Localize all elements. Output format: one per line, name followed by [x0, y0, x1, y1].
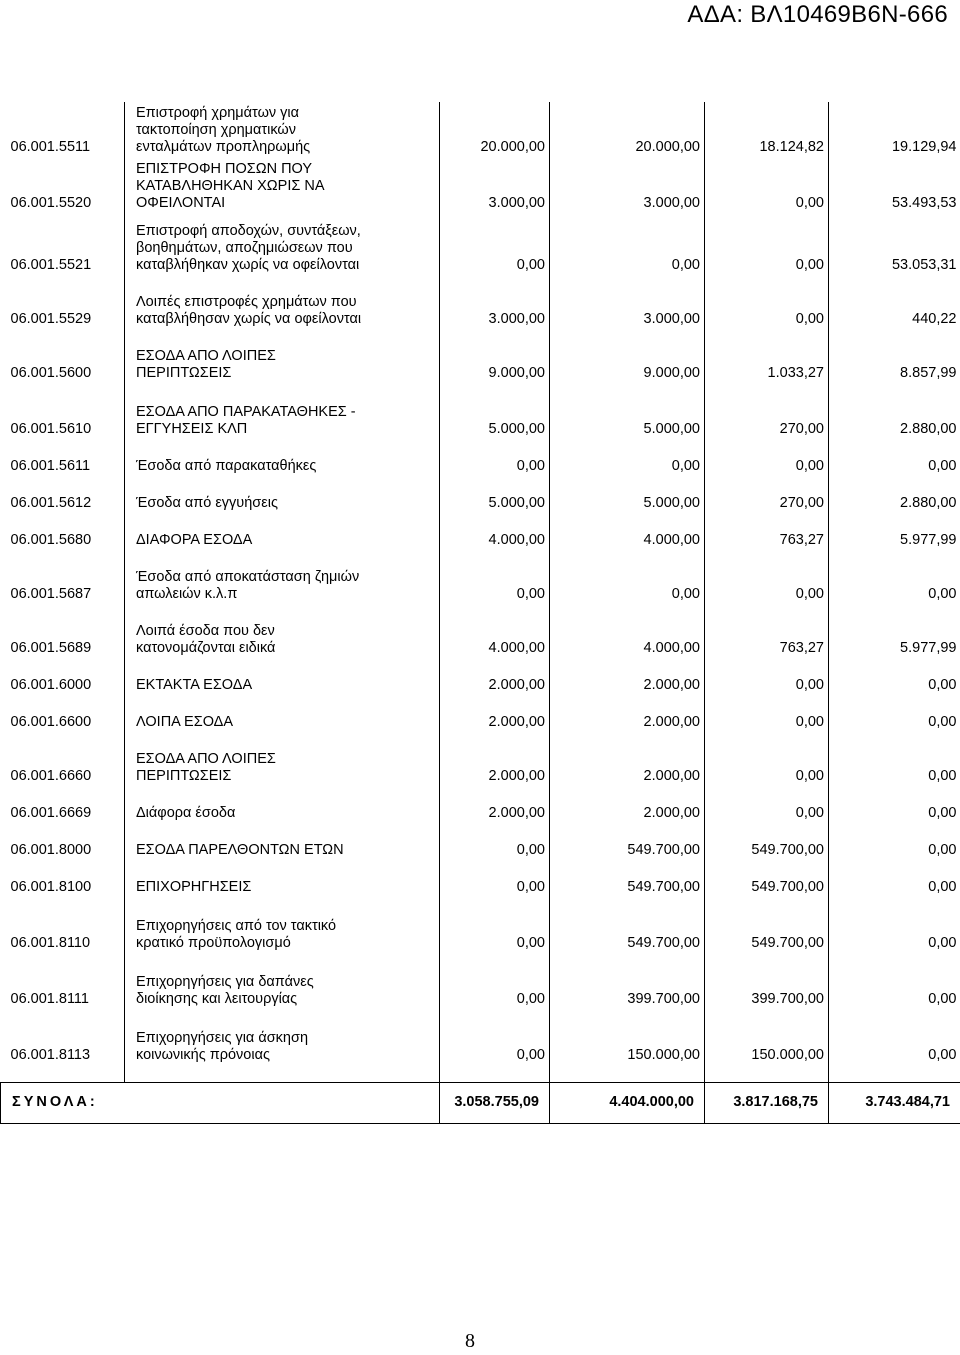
- account-description: [125, 607, 440, 661]
- amount-col-2: 5.000,00: [550, 386, 705, 442]
- amount-col-1: 9.000,00: [440, 332, 550, 386]
- amount-col-4: 5.977,99: [829, 607, 960, 661]
- amount-col-1: 2.000,00: [440, 735, 550, 789]
- description-line: κρατικό προϋπολογισμό: [136, 935, 291, 951]
- spacer-cell: [440, 1068, 550, 1082]
- description-line: ΟΦΕΙΛΟΝΤΑΙ: [136, 195, 226, 211]
- account-description: [125, 442, 440, 479]
- amount-col-2: 4.000,00: [550, 516, 705, 553]
- account-code: 06.001.6660: [10, 768, 92, 784]
- revenue-table: [0, 102, 960, 1124]
- account-description: [125, 278, 440, 332]
- description-line: Έσοδα από παρακαταθήκες: [136, 458, 317, 474]
- amount-col-4: 2.880,00: [829, 386, 960, 442]
- account-code: 06.001.8111: [10, 991, 89, 1007]
- table-row: [1, 516, 960, 553]
- amount-col-1: 2.000,00: [440, 789, 550, 826]
- description-line: ΕΓΓΥΗΣΕΙΣ ΚΛΠ: [136, 421, 248, 437]
- amount-col-2: 2.000,00: [550, 735, 705, 789]
- amount-col-3: 18.124,82: [705, 102, 829, 160]
- amount-col-4: 0,00: [829, 900, 960, 956]
- total-col-3: 3.817.168,75: [705, 1082, 829, 1123]
- description-line: καταβλήθησαν χωρίς να οφείλονται: [136, 311, 362, 327]
- table-row: [1, 216, 960, 278]
- amount-col-3: 763,27: [705, 607, 829, 661]
- account-code: 06.001.5611: [10, 458, 91, 474]
- description-line: ΛΟΙΠΑ ΕΣΟΔΑ: [136, 714, 234, 730]
- amount-col-3: 763,27: [705, 516, 829, 553]
- amount-col-3: 549.700,00: [705, 900, 829, 956]
- amount-col-4: 0,00: [829, 661, 960, 698]
- description-line: Επιχορηγήσεις για άσκηση: [136, 1030, 309, 1046]
- description-line: ΠΕΡΙΠΤΩΣΕΙΣ: [136, 365, 232, 381]
- totals-label: ΣΥΝΟΛΑ:: [1, 1082, 440, 1123]
- amount-col-1: 5.000,00: [440, 386, 550, 442]
- account-description: [125, 216, 440, 278]
- amount-col-1: 3.000,00: [440, 278, 550, 332]
- total-col-4: 3.743.484,71: [829, 1082, 960, 1123]
- description-line: Λοιπά έσοδα που δεν: [136, 623, 275, 639]
- table-row: [1, 735, 960, 789]
- amount-col-3: 0,00: [705, 278, 829, 332]
- account-code: 06.001.5610: [10, 421, 92, 437]
- description-line: ΕΚΤΑΚΤΑ ΕΣΟΔΑ: [136, 677, 253, 693]
- account-description: [125, 479, 440, 516]
- description-line: ενταλμάτων προπληρωμής: [136, 139, 311, 155]
- amount-col-4: 0,00: [829, 1012, 960, 1068]
- account-description: [125, 661, 440, 698]
- account-code: 06.001.5687: [10, 586, 92, 602]
- description-line: Επιχορηγήσεις για δαπάνες: [136, 974, 314, 990]
- amount-col-1: 0,00: [440, 216, 550, 278]
- amount-col-1: 5.000,00: [440, 479, 550, 516]
- amount-col-3: 0,00: [705, 698, 829, 735]
- account-description: [125, 698, 440, 735]
- amount-col-1: 0,00: [440, 956, 550, 1012]
- account-code: 06.001.5520: [10, 195, 92, 211]
- amount-col-2: 9.000,00: [550, 332, 705, 386]
- table-row: [1, 661, 960, 698]
- amount-col-3: 150.000,00: [705, 1012, 829, 1068]
- amount-col-4: 0,00: [829, 553, 960, 607]
- table-row: [1, 278, 960, 332]
- amount-col-1: 0,00: [440, 863, 550, 900]
- table-row: [1, 102, 960, 160]
- table-body: [1, 102, 960, 1123]
- amount-col-2: 150.000,00: [550, 1012, 705, 1068]
- account-description: [125, 826, 440, 863]
- amount-col-2: 2.000,00: [550, 661, 705, 698]
- description-line: Διάφορα έσοδα: [136, 805, 236, 821]
- description-line: ΕΣΟΔΑ ΑΠΟ ΛΟΙΠΕΣ: [136, 751, 276, 767]
- description-line: Έσοδα από αποκατάσταση ζημιών: [136, 569, 360, 585]
- account-description: [125, 1012, 440, 1068]
- account-description: [125, 789, 440, 826]
- amount-col-2: 3.000,00: [550, 160, 705, 216]
- account-description: [125, 553, 440, 607]
- account-code: 06.001.5612: [10, 495, 92, 511]
- description-line: ΕΣΟΔΑ ΑΠΟ ΠΑΡΑΚΑΤΑΘΗΚΕΣ -: [136, 404, 356, 420]
- description-line: ΕΠΙΣΤΡΟΦΗ ΠΟΣΩΝ ΠΟΥ: [136, 161, 313, 177]
- description-line: ΕΠΙΧΟΡΗΓΗΣΕΙΣ: [136, 879, 252, 895]
- description-line: ΚΑΤΑΒΛΗΘΗΚΑΝ ΧΩΡΙΣ ΝΑ: [136, 178, 325, 194]
- table-row: [1, 900, 960, 956]
- total-col-2: 4.404.000,00: [550, 1082, 705, 1123]
- amount-col-3: 0,00: [705, 789, 829, 826]
- description-line: Έσοδα από εγγυήσεις: [136, 495, 278, 511]
- description-line: ΕΣΟΔΑ ΠΑΡΕΛΘΟΝΤΩΝ ΕΤΩΝ: [136, 842, 344, 858]
- amount-col-4: 440,22: [829, 278, 960, 332]
- account-code: 06.001.6000: [10, 677, 92, 693]
- amount-col-4: 19.129,94: [829, 102, 960, 160]
- amount-col-3: 0,00: [705, 216, 829, 278]
- amount-col-4: 0,00: [829, 735, 960, 789]
- spacer-cell: [829, 1068, 960, 1082]
- amount-col-2: 0,00: [550, 216, 705, 278]
- ada-code: ΑΔΑ: ΒΛ10469Β6Ν-666: [687, 1, 948, 28]
- table-row: [1, 160, 960, 216]
- description-line: Λοιπές επιστροφές χρημάτων που: [136, 294, 357, 310]
- account-code: 06.001.5529: [10, 311, 92, 327]
- spacer-row: [1, 1068, 960, 1082]
- amount-col-3: 1.033,27: [705, 332, 829, 386]
- description-line: τακτοποίηση χρηματικών: [136, 122, 296, 138]
- amount-col-4: 5.977,99: [829, 516, 960, 553]
- account-code: 06.001.8110: [10, 935, 91, 951]
- description-line: βοηθημάτων, αποζημιώσεων που: [136, 240, 353, 256]
- amount-col-1: 0,00: [440, 826, 550, 863]
- account-description: [125, 160, 440, 216]
- amount-col-2: 0,00: [550, 553, 705, 607]
- account-description: [125, 900, 440, 956]
- table-row: [1, 1012, 960, 1068]
- description-line: ΠΕΡΙΠΤΩΣΕΙΣ: [136, 768, 232, 784]
- amount-col-2: 0,00: [550, 442, 705, 479]
- amount-col-2: 549.700,00: [550, 863, 705, 900]
- amount-col-1: 20.000,00: [440, 102, 550, 160]
- description-line: κοινωνικής πρόνοιας: [136, 1047, 270, 1063]
- description-line: Επιστροφή αποδοχών, συντάξεων,: [136, 223, 361, 239]
- amount-col-4: 8.857,99: [829, 332, 960, 386]
- amount-col-2: 2.000,00: [550, 698, 705, 735]
- amount-col-3: 549.700,00: [705, 863, 829, 900]
- table-row: [1, 479, 960, 516]
- amount-col-1: 2.000,00: [440, 698, 550, 735]
- account-code: 06.001.8113: [10, 1047, 91, 1063]
- totals-row: [1, 1082, 960, 1123]
- amount-col-3: 270,00: [705, 479, 829, 516]
- account-description: [125, 102, 440, 160]
- spacer-cell: [550, 1068, 705, 1082]
- amount-col-4: 53.053,31: [829, 216, 960, 278]
- amount-col-2: 549.700,00: [550, 900, 705, 956]
- description-line: ΔΙΑΦΟΡΑ ΕΣΟΔΑ: [136, 532, 253, 548]
- account-code: 06.001.5689: [10, 640, 92, 656]
- total-col-1: 3.058.755,09: [440, 1082, 550, 1123]
- table-row: [1, 442, 960, 479]
- page-number: 8: [465, 1330, 475, 1352]
- amount-col-4: 0,00: [829, 442, 960, 479]
- amount-col-3: 549.700,00: [705, 826, 829, 863]
- amount-col-2: 3.000,00: [550, 278, 705, 332]
- account-description: [125, 863, 440, 900]
- amount-col-2: 399.700,00: [550, 956, 705, 1012]
- table-row: [1, 863, 960, 900]
- amount-col-4: 2.880,00: [829, 479, 960, 516]
- amount-col-4: 0,00: [829, 826, 960, 863]
- amount-col-1: 2.000,00: [440, 661, 550, 698]
- amount-col-2: 2.000,00: [550, 789, 705, 826]
- amount-col-3: 0,00: [705, 735, 829, 789]
- amount-col-2: 5.000,00: [550, 479, 705, 516]
- account-code: 06.001.5521: [10, 257, 92, 273]
- amount-col-3: 399.700,00: [705, 956, 829, 1012]
- description-line: απωλειών κ.λ.π: [136, 586, 238, 602]
- amount-col-1: 3.000,00: [440, 160, 550, 216]
- amount-col-1: 0,00: [440, 442, 550, 479]
- amount-col-1: 0,00: [440, 900, 550, 956]
- amount-col-3: 0,00: [705, 442, 829, 479]
- account-code: 06.001.5680: [10, 532, 92, 548]
- amount-col-3: 0,00: [705, 661, 829, 698]
- table-row: [1, 956, 960, 1012]
- table-row: [1, 607, 960, 661]
- description-line: διοίκησης και λειτουργίας: [136, 991, 298, 1007]
- account-code: 06.001.5511: [10, 139, 91, 155]
- amount-col-4: 0,00: [829, 956, 960, 1012]
- amount-col-2: 20.000,00: [550, 102, 705, 160]
- description-line: κατονομάζονται ειδικά: [136, 640, 276, 656]
- spacer-cell: [705, 1068, 829, 1082]
- amount-col-1: 0,00: [440, 1012, 550, 1068]
- account-description: [125, 516, 440, 553]
- description-line: καταβλήθηκαν χωρίς να οφείλονται: [136, 257, 360, 273]
- description-line: ΕΣΟΔΑ ΑΠΟ ΛΟΙΠΕΣ: [136, 348, 276, 364]
- table-row: [1, 553, 960, 607]
- amount-col-4: 0,00: [829, 789, 960, 826]
- account-description: [125, 735, 440, 789]
- spacer-cell: [125, 1068, 440, 1082]
- amount-col-3: 0,00: [705, 160, 829, 216]
- amount-col-4: 0,00: [829, 863, 960, 900]
- table-row: [1, 386, 960, 442]
- account-description: [125, 332, 440, 386]
- account-code: 06.001.6600: [10, 714, 92, 730]
- revenue-table-container: [0, 102, 960, 1124]
- account-code: 06.001.6669: [10, 805, 92, 821]
- account-code: 06.001.8000: [10, 842, 92, 858]
- account-description: [125, 956, 440, 1012]
- amount-col-3: 270,00: [705, 386, 829, 442]
- amount-col-4: 53.493,53: [829, 160, 960, 216]
- spacer-cell: [1, 1068, 125, 1082]
- account-code: 06.001.8100: [10, 879, 92, 895]
- amount-col-1: 0,00: [440, 553, 550, 607]
- account-description: [125, 386, 440, 442]
- amount-col-2: 549.700,00: [550, 826, 705, 863]
- amount-col-1: 4.000,00: [440, 516, 550, 553]
- table-row: [1, 332, 960, 386]
- account-code: 06.001.5600: [10, 365, 92, 381]
- amount-col-1: 4.000,00: [440, 607, 550, 661]
- description-line: Επιστροφή χρημάτων για: [136, 105, 300, 121]
- amount-col-3: 0,00: [705, 553, 829, 607]
- amount-col-4: 0,00: [829, 698, 960, 735]
- table-row: [1, 789, 960, 826]
- amount-col-2: 4.000,00: [550, 607, 705, 661]
- table-row: [1, 698, 960, 735]
- description-line: Επιχορηγήσεις από τον τακτικό: [136, 918, 337, 934]
- table-row: [1, 826, 960, 863]
